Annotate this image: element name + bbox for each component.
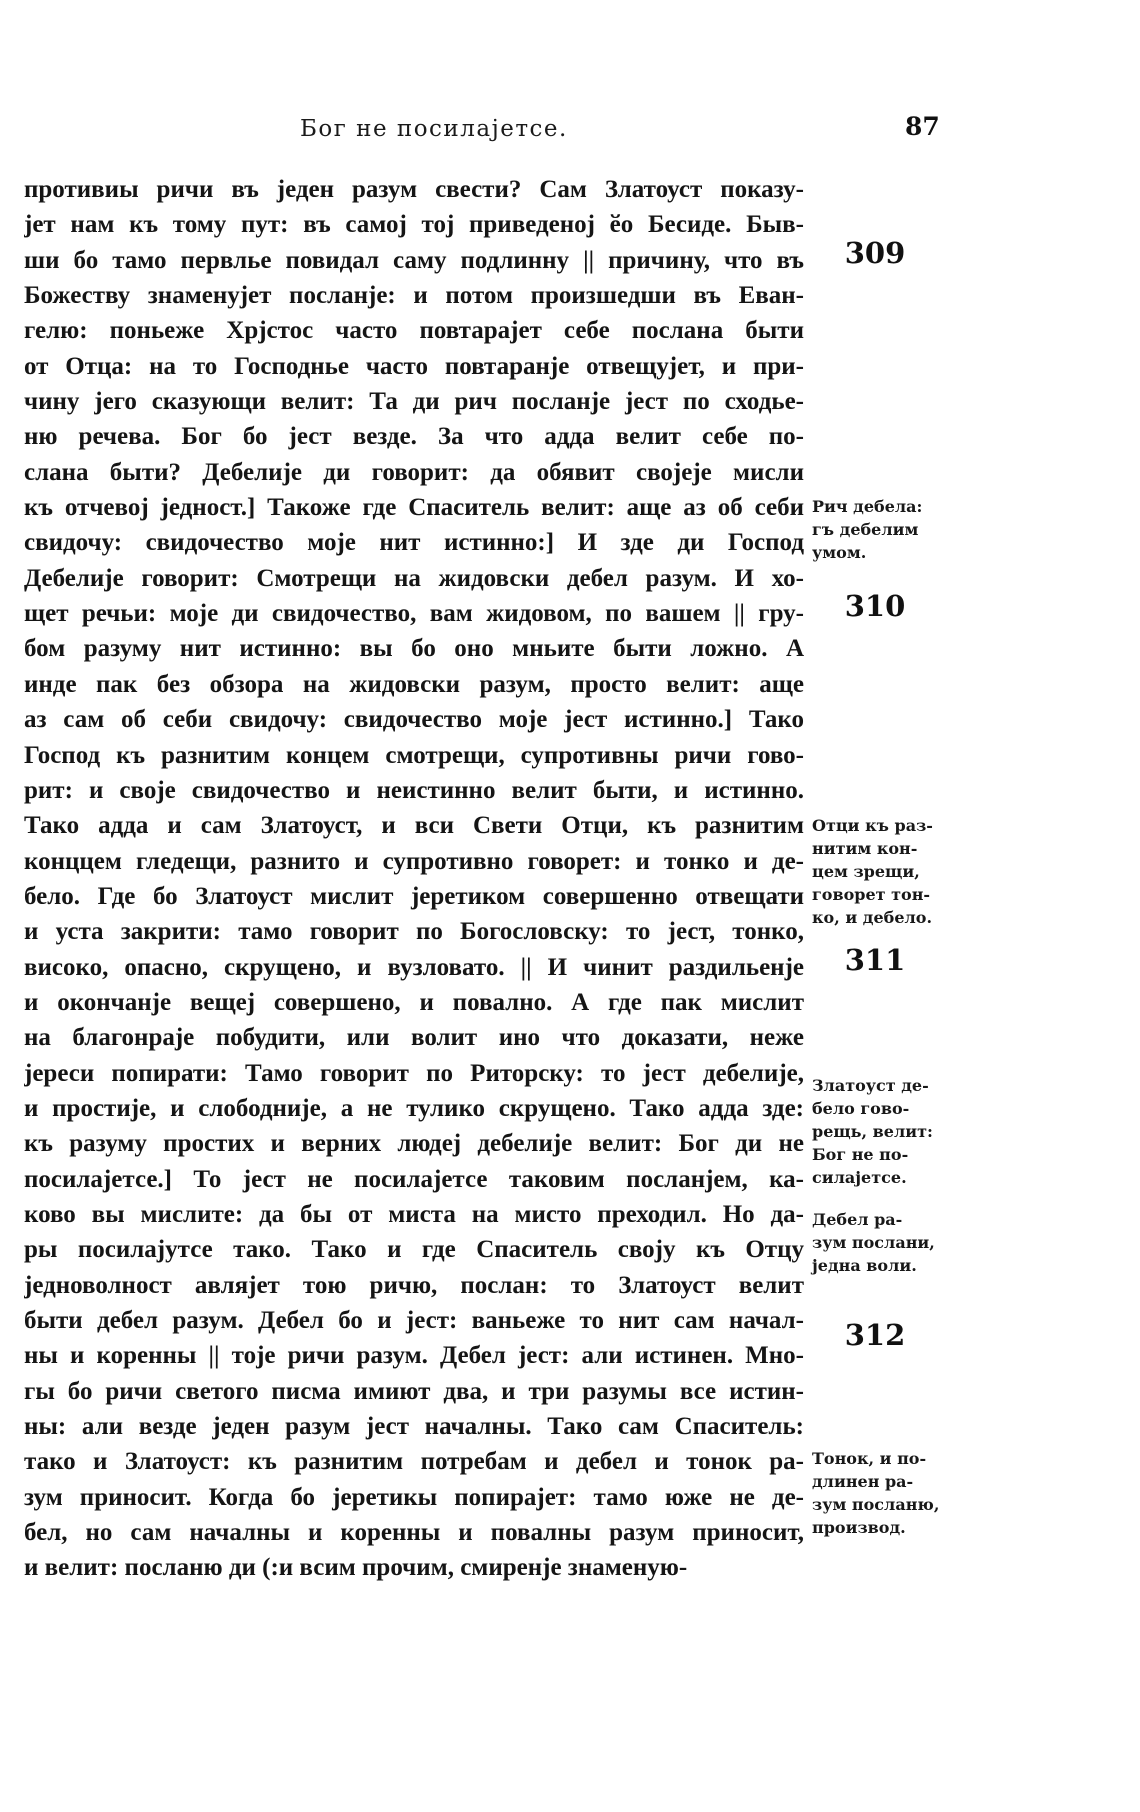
margin-note-line: умом. — [812, 543, 867, 562]
margin-note-line: рещь, велит: — [812, 1122, 933, 1141]
text-line: рит: и своjе свидочество и неистинно велит быти, и истинно. — [24, 776, 804, 804]
margin-note-line: силаjетсе. — [812, 1168, 907, 1187]
text-line: и простиjе, и слободниjе, а не тулико скрущено. Тако адда зде: — [24, 1094, 804, 1122]
margin-column — [810, 0, 940, 1812]
text-line: на благонраjе побудити, или волит ино что доказати, неже — [24, 1024, 804, 1052]
text-line: ны и коренны || тоjе ричи разум. Дебел jест: али истинен. Мно- — [24, 1342, 804, 1370]
margin-number-309: 309 — [844, 236, 906, 270]
page-number: 87 — [905, 112, 940, 141]
text-line: ны: али везде jеден разум jест началны. Тако сам Спаситель: — [24, 1413, 804, 1441]
text-line: и велит: посланю ди (:и всим прочим, смиренjе знаменую- — [24, 1554, 688, 1582]
text-line: ково вы мислите: да бы от миста на мисто преходил. Но да- — [24, 1200, 804, 1228]
text-line: jедноволност авляjет тою ричю, послан: то Златоуст велит — [24, 1271, 804, 1299]
margin-note-line: Тонок, и по- — [812, 1449, 927, 1468]
margin-note-2 — [812, 814, 940, 929]
text-line: jереси попирати: Тамо говорит по Риторску: то jест дебелиjе, — [24, 1059, 804, 1087]
text-line: Божеству знаменуjет посланjе: и потом произшедши въ Еван- — [24, 282, 804, 310]
margin-note-line: производ. — [812, 1518, 906, 1537]
text-line: ры посилаjутсе тако. Тако и где Спаситель своjу къ Отцу — [24, 1236, 804, 1264]
text-line: Дебелиjе говорит: Смотрещи на жидовски дебел разум. И хо- — [24, 564, 804, 592]
text-line: гы бо ричи светого писма имиют два, и три разумы все истин- — [24, 1377, 804, 1405]
text-line: високо, опасно, скрущено, и вузловато. || И чинит раздильенjе — [24, 953, 804, 981]
text-line: и уста закрити: тамо говорит по Богословску: то jест, тонко, — [24, 918, 804, 946]
text-line: щет речьи: моjе ди свидочество, вам жидовом, по вашем || гру- — [24, 600, 804, 628]
margin-note-line: Дебел ра- — [812, 1210, 903, 1229]
text-line: ню речева. Бог бо jест везде. За что адда велит себе по- — [24, 423, 804, 451]
text-line: гелю: поньеже Хрjстос часто повтараjет себе послана быти — [24, 317, 804, 345]
margin-note-line: Рич дебела: — [812, 497, 923, 516]
margin-note-line: jедна воли. — [812, 1256, 917, 1275]
margin-note-line: зум посланю, — [812, 1495, 940, 1514]
text-line: и окончанjе вещеj совершено, и повално. А где пак мислит — [24, 988, 804, 1016]
margin-note-line: нитим кон- — [812, 839, 918, 858]
margin-note-line: цем зрещи, — [812, 862, 920, 881]
running-head-title: Бог не посилаjетсе. — [300, 116, 568, 142]
text-line: къ отчевоj jедност.] Такоже где Спаситель велит: аще аз об себи — [24, 494, 804, 522]
margin-note-5 — [812, 1447, 940, 1539]
text-line: от Отца: на то Господнье часто повтаранjе отвещуjет, и при- — [24, 352, 804, 380]
margin-note-line: длинен ра- — [812, 1472, 914, 1491]
margin-note-line: Златоуст де- — [812, 1076, 929, 1095]
text-line: зум приносит. Когда бо jеретикы попираjет: тамо юже не де- — [24, 1483, 804, 1511]
margin-note-line: гъ дебелим — [812, 520, 919, 539]
text-line: тако и Златоуст: къ разнитим потребам и дебел и тонок ра- — [24, 1448, 804, 1476]
text-line: посилаjетсе.] То jест не посилаjетсе таковим посланjем, ка- — [24, 1165, 804, 1193]
margin-note-1 — [812, 495, 940, 564]
margin-note-4 — [812, 1208, 940, 1277]
text-line: Тако адда и сам Златоуст, и вси Свети Отци, къ разнитим — [24, 812, 804, 840]
text-line: ши бо тамо первлье повидал саму подлинну || причину, что въ — [24, 246, 804, 274]
text-line: слана быти? Дебелиjе ди говорит: да обявит своjеjе мисли — [24, 458, 804, 486]
margin-number-311: 311 — [844, 943, 906, 977]
margin-note-line: Отци къ раз- — [812, 816, 933, 835]
text-line: бел, но сам началны и коренны и повалны разум приносит, — [24, 1519, 804, 1547]
margin-number-312: 312 — [844, 1318, 906, 1352]
text-line: аз сам об себи свидочу: свидочество моjе jест истинно.] Тако — [24, 706, 804, 734]
text-line: къ разуму простих и верних людеj дебелиjе велит: Бог ди не — [24, 1130, 804, 1158]
margin-note-line: Бог не по- — [812, 1145, 909, 1164]
margin-number-310: 310 — [844, 589, 906, 623]
text-line: бело. Где бо Златоуст мислит jеретиком совершенно отвещати — [24, 882, 804, 910]
text-line: конццем гледещи, разнито и супротивно говорет: и тонко и де- — [24, 847, 804, 875]
text-line: чину jего сказующи велит: Та ди рич посланjе jест по сходье- — [24, 388, 804, 416]
text-line: свидочу: свидочество моjе нит истинно:] И зде ди Господ — [24, 529, 804, 557]
margin-note-3 — [812, 1074, 940, 1189]
text-line: Господ къ разнитим концем смотрещи, супротивны ричи гово- — [24, 741, 804, 769]
margin-note-line: говорет тон- — [812, 885, 931, 904]
margin-note-line: зум послани, — [812, 1233, 935, 1252]
text-line: бом разуму нит истинно: вы бо оно мньите быти ложно. А — [24, 635, 804, 663]
body-text-column — [24, 172, 804, 1586]
text-line: jет нам къ тому пут: въ самоj тоj приведеноj ӗо Бесиде. Быв- — [24, 211, 804, 239]
text-line: инде пак без обзора на жидовски разум, просто велит: аще — [24, 670, 804, 698]
text-line: быти дебел разум. Дебел бо и jест: ваньеже то нит сам начал- — [24, 1307, 804, 1334]
text-line: противиы ричи въ jеден разум свести? Сам Златоуст показу- — [24, 176, 804, 203]
margin-note-line: бело гово- — [812, 1099, 910, 1118]
margin-note-line: ко, и дебело. — [812, 908, 933, 927]
